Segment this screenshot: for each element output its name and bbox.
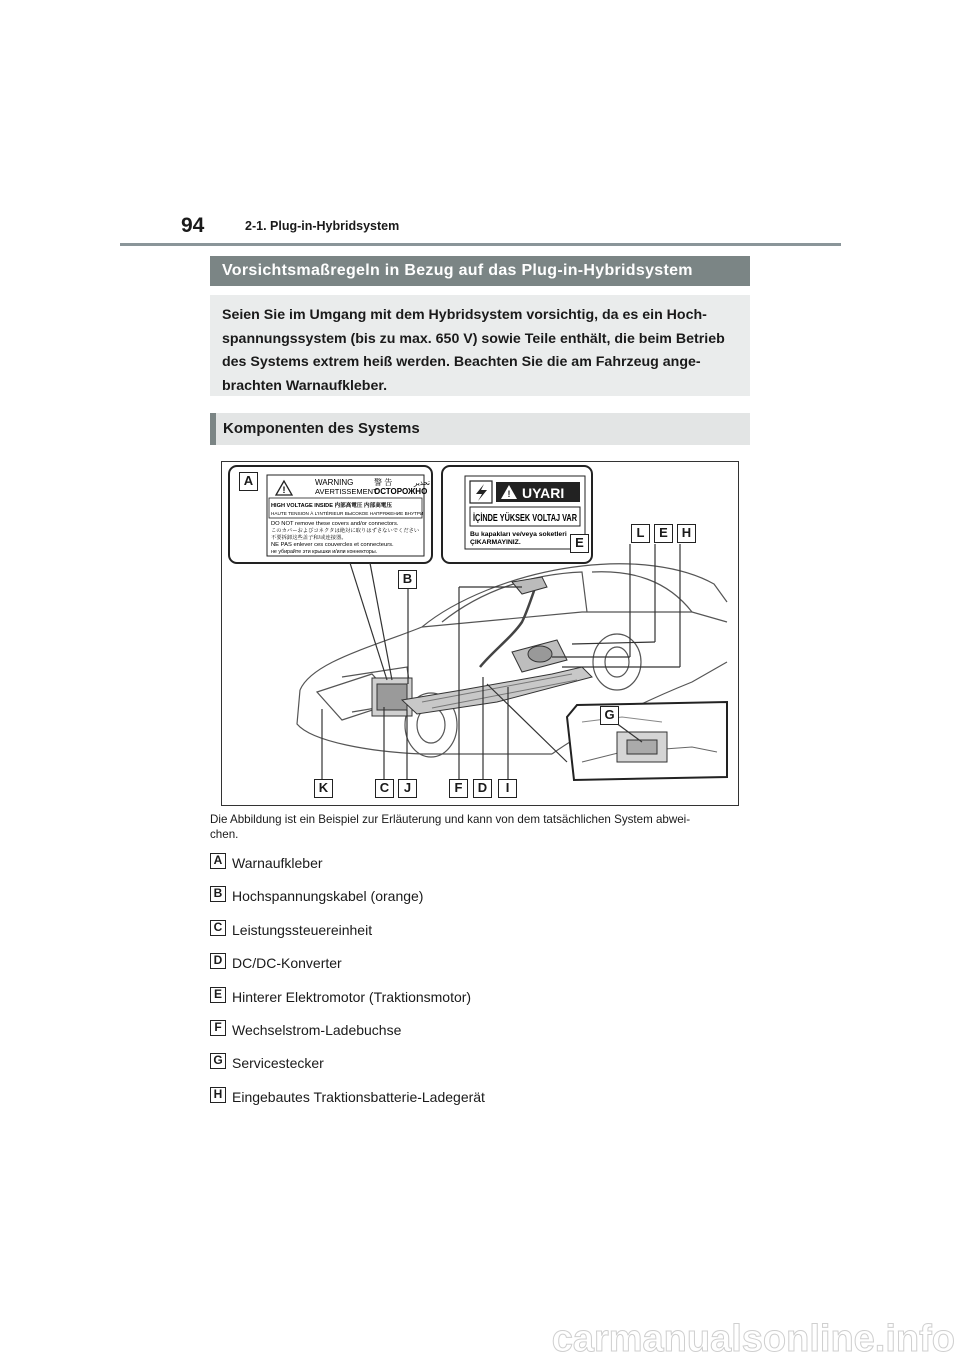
figure-label-a: A [239, 472, 258, 491]
warning-box [210, 295, 750, 396]
figure-label-i: I [498, 779, 517, 798]
legend-text: Warnaufkleber [232, 855, 323, 871]
warning-line: brachten Warnaufkleber. [222, 377, 388, 394]
warning-line: Seien Sie im Umgang mit dem Hybridsystem vorsichtig, da es ein Hoch- [222, 307, 707, 323]
subheading: Komponenten des Systems [210, 413, 750, 445]
vehicle-illustration [222, 462, 738, 805]
sticker-e-line1: İÇİNDE YÜKSEK VOLTAJ VAR [473, 513, 616, 524]
sticker-a-line5: не убирайте эти крышки и/или коннекторы. [271, 549, 378, 555]
legend-text: Servicestecker [232, 1055, 324, 1072]
legend-letter: E [210, 987, 226, 1003]
header-divider [120, 243, 841, 246]
legend-text: Leistungssteuereinheit [232, 921, 373, 938]
svg-text:!: ! [507, 489, 511, 499]
figure-label-g: G [600, 706, 619, 725]
sticker-a-hv: HIGH VOLTAGE INSIDE 内部高電圧 内部高電压 [271, 503, 392, 509]
legend-text: Eingebautes Traktionsbatterie-Ladegerät [232, 1088, 485, 1105]
legend-item [210, 1020, 750, 1053]
sticker-a-line4: NE PAS enlever ces couvercles et connecteurs. [271, 542, 394, 548]
figure-caption [210, 812, 750, 842]
figure-label-l: L [631, 524, 650, 543]
sticker-a-line2: このカバーおよびコネクタは絶対に取りはずさないでください [271, 528, 420, 534]
figure-label-f: F [449, 779, 468, 798]
figure-label-k: K [314, 779, 333, 798]
warning-sticker-a [229, 466, 432, 563]
legend-letter: H [210, 1087, 226, 1103]
legend-letter: D [210, 953, 226, 969]
legend-item [210, 987, 750, 1020]
legend-item [210, 886, 750, 919]
watermark: carmanualsonline.info [551, 1318, 955, 1358]
sticker-a-arabic: تحذير [414, 480, 430, 487]
section-title-bar: Vorsichtsmaßregeln in Bezug auf das Plug-in-Hybridsystem [210, 256, 750, 286]
sticker-a-line3: 不要拆卸这些盖子和/或连接器。 [271, 535, 347, 541]
figure-label-d: D [473, 779, 492, 798]
legend-text: Hinterer Elektromotor (Traktionsmotor) [232, 988, 472, 1005]
legend-item [210, 953, 750, 986]
sticker-e-uyari: UYARI [522, 485, 565, 501]
service-plug-inset [567, 702, 727, 780]
warning-line: spannungssystem (bis zu max. 650 V) sowie Teile enthält, die beim Betrieb [222, 330, 725, 347]
legend-letter: B [210, 886, 226, 902]
legend-item [210, 853, 750, 886]
legend-item [210, 920, 750, 953]
sticker-a-russian: ОСТОРОЖНО [374, 487, 428, 496]
component-legend [210, 853, 750, 1120]
figure-label-e2: E [654, 524, 673, 543]
legend-letter: F [210, 1020, 226, 1036]
legend-text: DC/DC-Konverter [232, 955, 342, 972]
figure-label-h: H [677, 524, 696, 543]
legend-text: Hochspannungskabel (orange) [232, 888, 424, 905]
sticker-a-hv2: HAUTE TENSION À L'INTÉRIEUR ВЫСОКОЕ НАПРЯЖЕНИЕ ВНУТРИ [271, 511, 424, 516]
sticker-a-warning-jp: 警 告 [374, 478, 393, 487]
figure-label-c: C [375, 779, 394, 798]
svg-text:!: ! [282, 485, 286, 495]
traction-battery-shape [402, 667, 592, 714]
sticker-e-line3: ÇIKARMAYINIZ. [470, 539, 521, 546]
vehicle-components [372, 577, 592, 716]
legend-item [210, 1053, 750, 1086]
system-components-figure [221, 461, 739, 806]
figure-label-j: J [398, 779, 417, 798]
figure-label-b: B [398, 570, 417, 589]
legend-letter: G [210, 1053, 226, 1069]
sticker-a-avertissement: AVERTISSEMENT [315, 487, 378, 496]
section-breadcrumb: 2-1. Plug-in-Hybridsystem [245, 219, 400, 233]
sticker-a-warning: WARNING [315, 478, 354, 487]
sticker-a-line1: DO NOT remove these covers and/or connectors. [271, 521, 399, 527]
legend-item [210, 1087, 750, 1120]
legend-letter: C [210, 920, 226, 936]
caption-line: chen. [210, 828, 239, 841]
caption-line: Die Abbildung ist ein Beispiel zur Erläuterung und kann von dem tatsächlichen System abwei- [210, 813, 691, 826]
sticker-e-line2: Bu kapakları ve/veya soketleri [470, 531, 567, 538]
legend-letter: A [210, 853, 226, 869]
legend-text: Wechselstrom-Ladebuchse [232, 1021, 402, 1038]
page-number: 94 [181, 214, 205, 237]
warning-line: des Systems extrem heiß werden. Beachten Sie die am Fahrzeug ange- [222, 354, 701, 370]
figure-label-e: E [570, 534, 589, 553]
